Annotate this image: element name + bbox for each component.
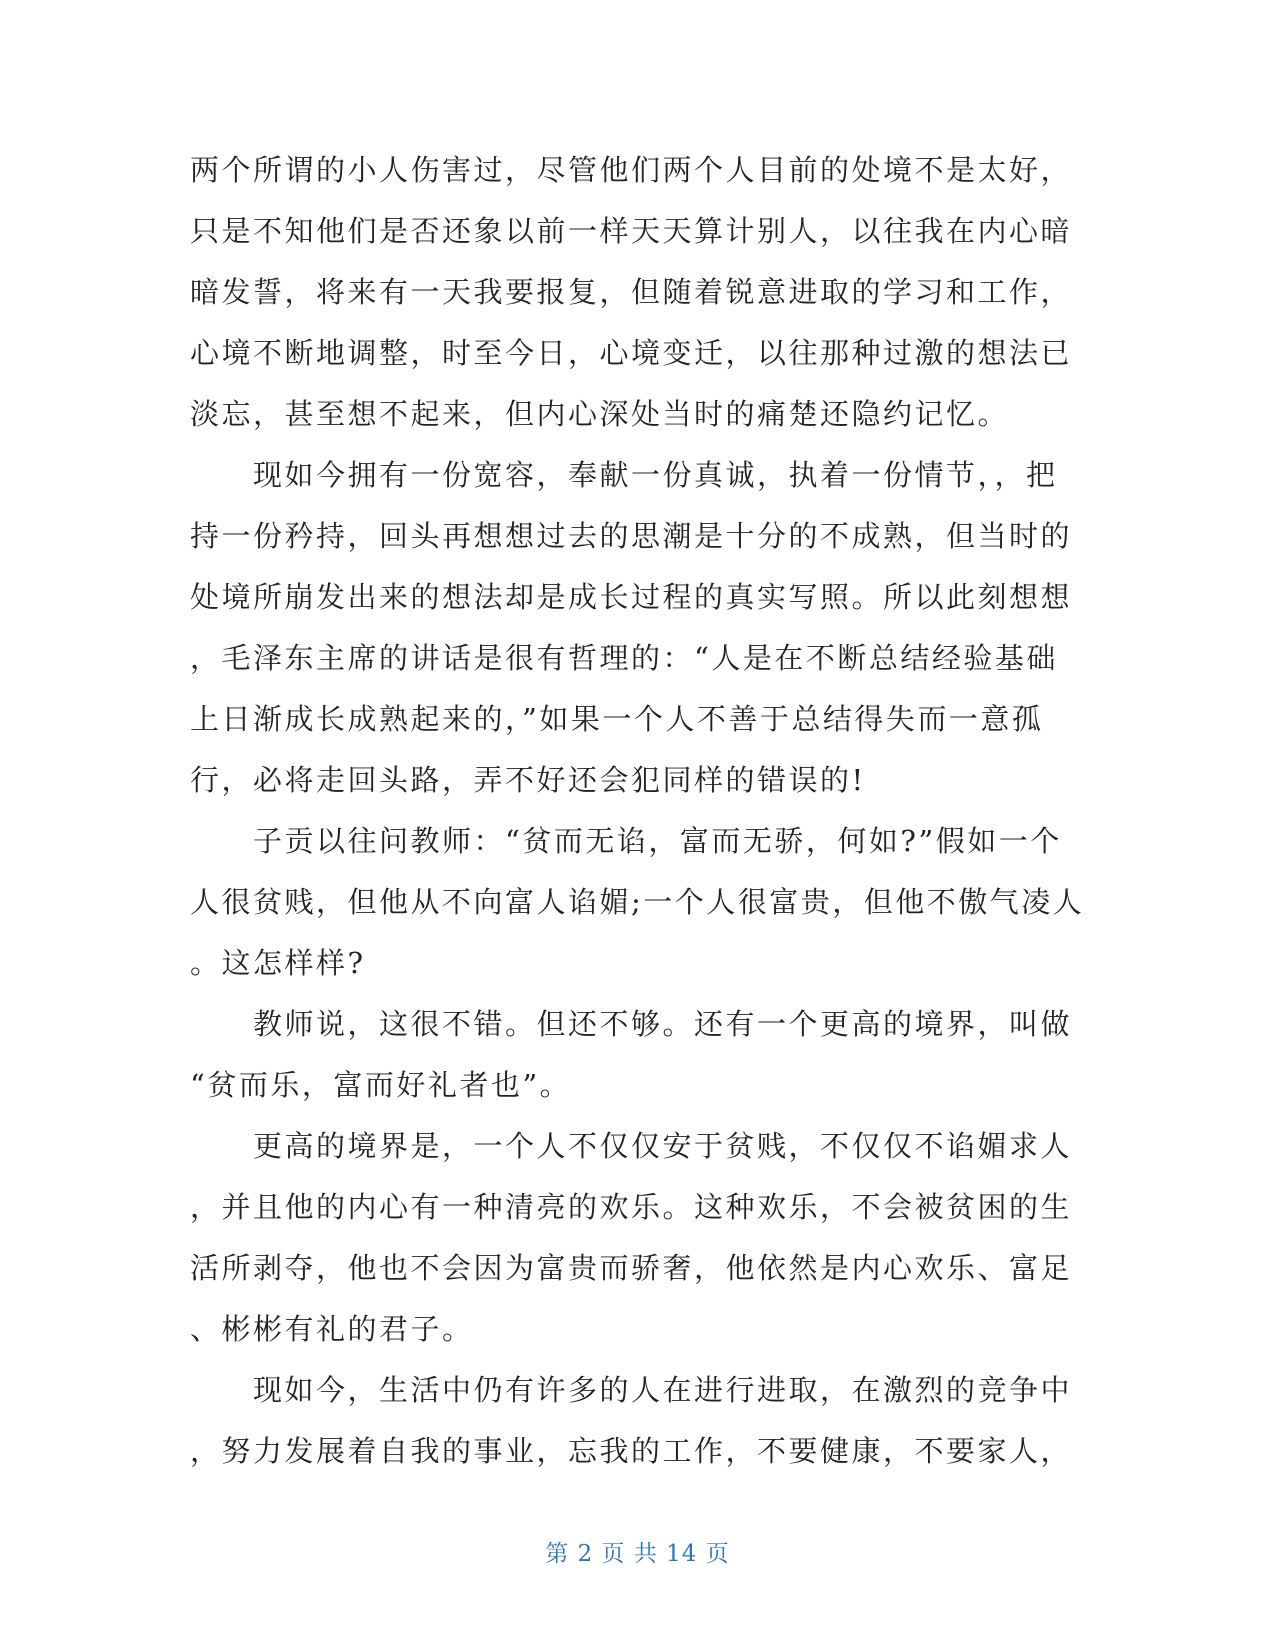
- text-line: ，努力发展着自我的事业，忘我的工作，不要健康，不要家人，: [190, 1434, 1073, 1468]
- text-line: 活所剥夺，他也不会因为富贵而骄奢，他依然是内心欢乐、富足: [190, 1251, 1073, 1285]
- text-line: 持一份矜持，回头再想想过去的思潮是十分的不成熟，但当时的: [190, 519, 1073, 553]
- text-line: 现如今拥有一份宽容，奉献一份真诚，执着一份情节，，把: [190, 458, 1058, 492]
- text-line: 暗发誓，将来有一天我要报复，但随着锐意进取的学习和工作，: [190, 275, 1073, 309]
- body-text: [190, 140, 1095, 1482]
- text-line: 行，必将走回头路，弄不好还会犯同样的错误的!: [190, 763, 866, 797]
- text-line: 淡忘，甚至想不起来，但内心深处当时的痛楚还隐约记忆。: [190, 397, 1010, 431]
- text-line: 人很贫贱，但他从不向富人谄媚;一个人很富贵，但他不傲气凌人: [190, 885, 1085, 919]
- text-line: “贫而乐，富而好礼者也”。: [190, 1068, 572, 1102]
- text-line: 心境不断地调整，时至今日，心境变迁，以往那种过激的想法已: [190, 336, 1073, 370]
- text-line: ，毛泽东主席的讲话是很有哲理的：“人是在不断总结经验基础: [190, 641, 1058, 675]
- text-line: 处境所崩发出来的想法却是成长过程的真实写照。所以此刻想想: [190, 580, 1073, 614]
- text-line: 只是不知他们是否还象以前一样天天算计别人，以往我在内心暗: [190, 214, 1073, 248]
- text-line: 子贡以往问教师：“贫而无谄，富而无骄，何如?”假如一个: [190, 824, 1062, 858]
- text-line: 更高的境界是，一个人不仅仅安于贫贱，不仅仅不谄媚求人: [190, 1129, 1073, 1163]
- page-number-label: 第 2 页 共 14 页: [545, 1541, 730, 1567]
- text-line: 教师说，这很不错。但还不够。还有一个更高的境界，叫做: [190, 1007, 1073, 1041]
- page-footer: [0, 1535, 1275, 1568]
- text-line: 、彬彬有礼的君子。: [190, 1312, 474, 1346]
- text-line: 上日渐成长成熟起来的，”如果一个人不善于总结得失而一意孤: [190, 702, 1044, 736]
- text-line: ，并且他的内心有一种清亮的欢乐。这种欢乐，不会被贫困的生: [190, 1190, 1073, 1224]
- text-line: 。这怎样样?: [190, 946, 366, 980]
- text-line: 两个所谓的小人伤害过，尽管他们两个人目前的处境不是太好，: [190, 153, 1073, 187]
- text-line: 现如今，生活中仍有许多的人在进行进取，在激烈的竞争中: [190, 1373, 1073, 1407]
